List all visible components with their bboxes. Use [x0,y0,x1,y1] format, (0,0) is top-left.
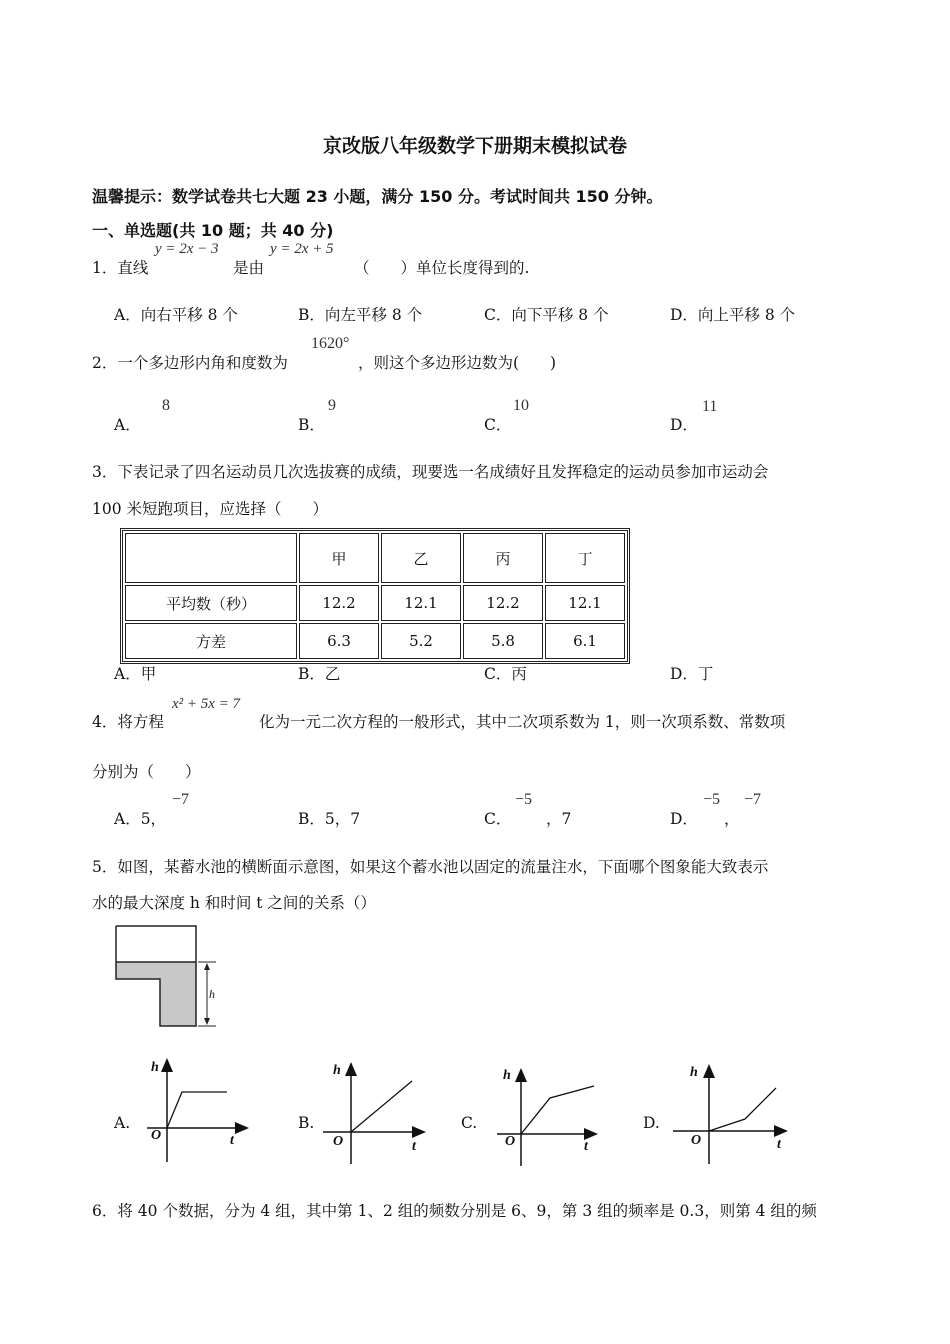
axis-t-label: t [584,1139,588,1154]
option-c-suffix: ，7 [546,810,572,828]
table-cell: 方差 [125,623,297,659]
option-c: C．向下平移 8 个 [484,306,609,324]
question-text: 是由 [233,259,265,277]
axis-origin-label: O [505,1134,516,1149]
option-a: A. [114,1114,131,1132]
option-b: B．向左平移 8 个 [298,306,423,324]
option-d: D． [670,810,698,828]
question-text: 直线 [117,259,149,277]
x-arrow [774,1125,788,1137]
option-b: B．5，7 [298,810,361,828]
table-cell: 12.1 [545,585,625,621]
option-d-value-2: −7 [744,791,762,808]
table-header-cell: 丙 [463,533,543,583]
option-d-value: 11 [702,398,718,415]
question-text: （ ）单位长度得到的. [354,259,530,277]
axis-origin-label: O [333,1134,344,1149]
axis-h-label: h [151,1060,159,1075]
axis-origin-label: O [151,1128,162,1143]
notice: 温馨提示：数学试卷共七大题 23 小题，满分 150 分。考试时间共 150 分钟。 [92,187,663,206]
question-number: 6． [92,1202,118,1220]
question-text-line2: 分别为（ ） [92,763,201,781]
table-header-cell: 乙 [381,533,461,583]
math-expression: 1620° [311,335,350,352]
question-number: 5． [92,858,118,876]
graph-line [709,1088,776,1131]
math-expression: y = 2x − 3 [155,241,219,257]
table-cell: 5.8 [463,623,543,659]
table-cell: 平均数（秒） [125,585,297,621]
option-b: B. [298,1114,315,1132]
question-text: 将方程 [117,713,164,731]
option-c: C．丙 [484,665,527,683]
question-text: 化为一元二次方程的一般形式，其中二次项系数为 1，则一次项系数、常数项 [259,713,786,731]
axis-t-label: t [412,1139,416,1154]
question-text: 将 40 个数据，分为 4 组，其中第 1、2 组的频数分别是 6、9，第 3 组的频率是 0.3，则第 4 组的频 [117,1202,817,1220]
option-c: C. [461,1114,478,1132]
option-a-value: 8 [162,397,170,414]
table-cell: 12.1 [381,585,461,621]
option-c-value: −5 [515,791,533,808]
option-c-value: 10 [513,397,529,414]
option-b: B． [298,416,325,434]
question-number: 1． [92,259,118,277]
option-b: B．乙 [298,665,341,683]
table-header-cell: 丁 [545,533,625,583]
axis-h-label: h [503,1068,511,1083]
question-text: 如图，某蓄水池的横断面示意图，如果这个蓄水池以固定的流量注水，下面哪个图象能大致表示 [117,858,769,876]
option-b-value: 9 [328,397,336,414]
question-text-line2: 水的最大深度 h 和时间 t 之间的关系（） [92,894,376,912]
table-cell: 6.1 [545,623,625,659]
page-title: 京改版八年级数学下册期末模拟试卷 [322,135,627,157]
depth-label: h [209,987,215,1001]
question-number: 4． [92,713,118,731]
axis-origin-label: O [691,1133,702,1148]
option-a: A． [114,416,141,434]
option-a: A．向右平移 8 个 [114,306,238,324]
option-a: A．甲 [114,665,157,683]
y-arrow [703,1064,715,1078]
table-cell: 6.3 [299,623,379,659]
option-d: D．向上平移 8 个 [670,306,796,324]
option-d: D． [670,416,698,434]
math-expression: y = 2x + 5 [270,241,334,257]
section-heading: 一、单选题(共 10 题；共 40 分) [92,221,334,240]
question-number: 3． [92,463,118,481]
option-c: C． [484,810,512,828]
axis-t-label: t [777,1137,781,1152]
question-text: ，则这个多边形边数为( ) [358,354,557,372]
axis-h-label: h [690,1065,698,1080]
table-header-cell: 甲 [299,533,379,583]
option-d-value-1: −5 [703,791,721,808]
question-text: 一个多边形内角和度数为 [117,354,288,372]
option-d: D．丁 [670,665,714,683]
question-6 [92,1199,817,1221]
option-a-value: −7 [172,791,190,808]
question-text: 下表记录了四名运动员几次选拔赛的成绩，现要选一名成绩好且发挥稳定的运动员参加市运动会 [117,463,769,481]
option-c: C． [484,416,512,434]
option-a: A．5， [114,810,167,828]
math-expression: x² + 5x = 7 [172,696,241,712]
table-cell: 12.2 [299,585,379,621]
table-cell: 12.2 [463,585,543,621]
question-number: 2． [92,354,118,372]
table-cell: 5.2 [381,623,461,659]
axis-t-label: t [230,1133,234,1148]
question-text-line2: 100 米短跑项目，应选择（ ） [92,500,329,518]
option-d: D. [643,1114,660,1132]
axis-h-label: h [333,1063,341,1078]
option-d-separator: ， [724,810,740,828]
